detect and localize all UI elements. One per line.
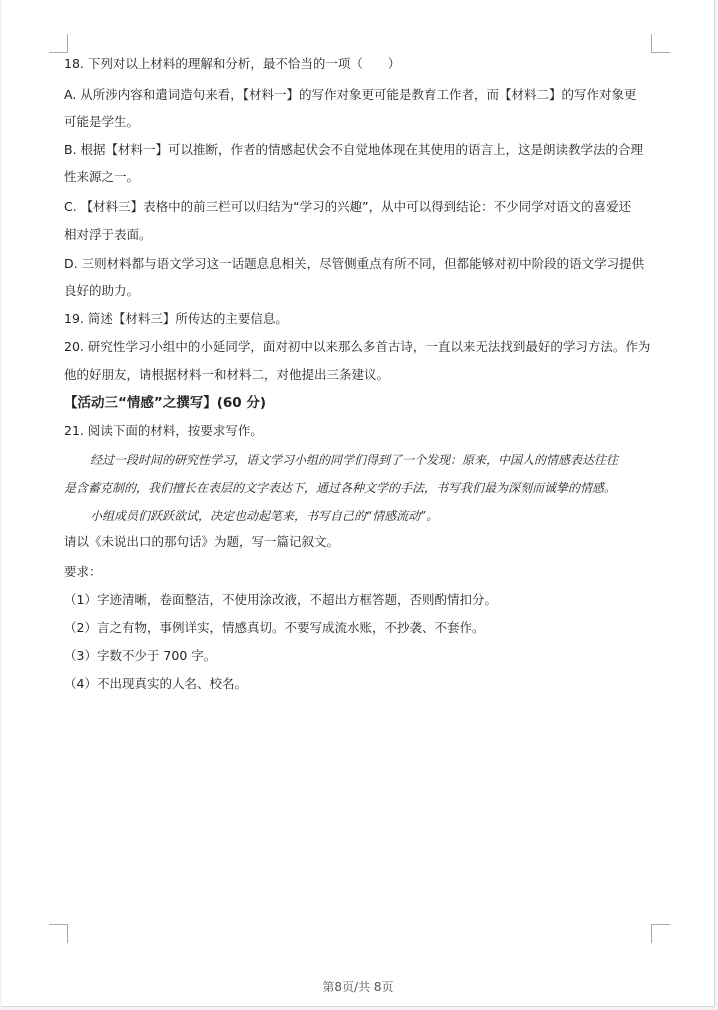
question-20-line-2: 他的好朋友，请根据材料一和材料二，对他提出三条建议。: [64, 367, 390, 382]
question-18: 18. 下列对以上材料的理解和分析，最不恰当的一项（ ）: [64, 56, 401, 71]
writing-prompt: 请以《未说出口的那句话》为题，写一篇记叙文。: [64, 534, 340, 549]
document-page: [2, 0, 715, 1007]
material-line-3: 小组成员们跃跃欲试，决定也动起笔来，书写自己的“情感流动”。: [90, 509, 439, 523]
requirement-4: （4）不出现真实的人名、校名。: [64, 676, 247, 691]
question-21: 21. 阅读下面的材料，按要求写作。: [64, 423, 263, 438]
crop-mark-top-right: [651, 34, 670, 53]
crop-mark-top-left: [49, 34, 68, 53]
option-b-line-2: 性来源之一。: [64, 169, 140, 184]
option-d-line-2: 良好的助力。: [64, 283, 140, 298]
question-19: 19. 简述【材料三】所传达的主要信息。: [64, 311, 288, 326]
material-line-2: 是含蓄克制的，我们擅长在表层的文字表达下，通过各种文学的手法，书写我们最为深刻而诚挚的情感。: [64, 481, 617, 495]
option-d-line-1: D. 三则材料都与语文学习这一话题息息相关，尽管侧重点有所不同，但都能够对初中阶段的语文学习提供: [64, 256, 645, 271]
option-c-line-1: C. 【材料三】表格中的前三栏可以归结为“学习的兴趣”，从中可以得到结论：不少同学对语文的喜爱还: [64, 199, 632, 214]
material-line-1: 经过一段时间的研究性学习，语文学习小组的同学们得到了一个发现：原来，中国人的情感表达往往: [90, 453, 619, 467]
section-heading: 【活动三“情感”之撰写】(60 分): [64, 395, 267, 411]
option-a-line-2: 可能是学生。: [64, 114, 140, 129]
requirement-2: （2）言之有物，事例详实，情感真切。不要写成流水账，不抄袭、不套作。: [64, 620, 485, 635]
question-20-line-1: 20. 研究性学习小组中的小延同学，面对初中以来那么多首古诗，一直以来无法找到最好的学习方法。作为: [64, 339, 651, 354]
crop-mark-bottom-right: [651, 924, 670, 943]
crop-mark-bottom-left: [49, 924, 68, 943]
requirements-title: 要求：: [64, 564, 102, 579]
page-number-footer: 第8页/共 8页: [322, 980, 394, 994]
option-b-line-1: B. 根据【材料一】可以推断，作者的情感起伏会不自觉地体现在其使用的语言上，这是朗读教学法的合理: [64, 142, 644, 157]
requirement-3: （3）字数不少于 700 字。: [64, 648, 217, 663]
option-c-line-2: 相对浮于表面。: [64, 227, 152, 242]
requirement-1: （1）字迹清晰，卷面整洁，不使用涂改液，不超出方框答题，否则酌情扣分。: [64, 592, 497, 607]
option-a-line-1: A. 从所涉内容和遣词造句来看，【材料一】的写作对象更可能是教育工作者，而【材料二】的写作对象更: [64, 87, 637, 102]
